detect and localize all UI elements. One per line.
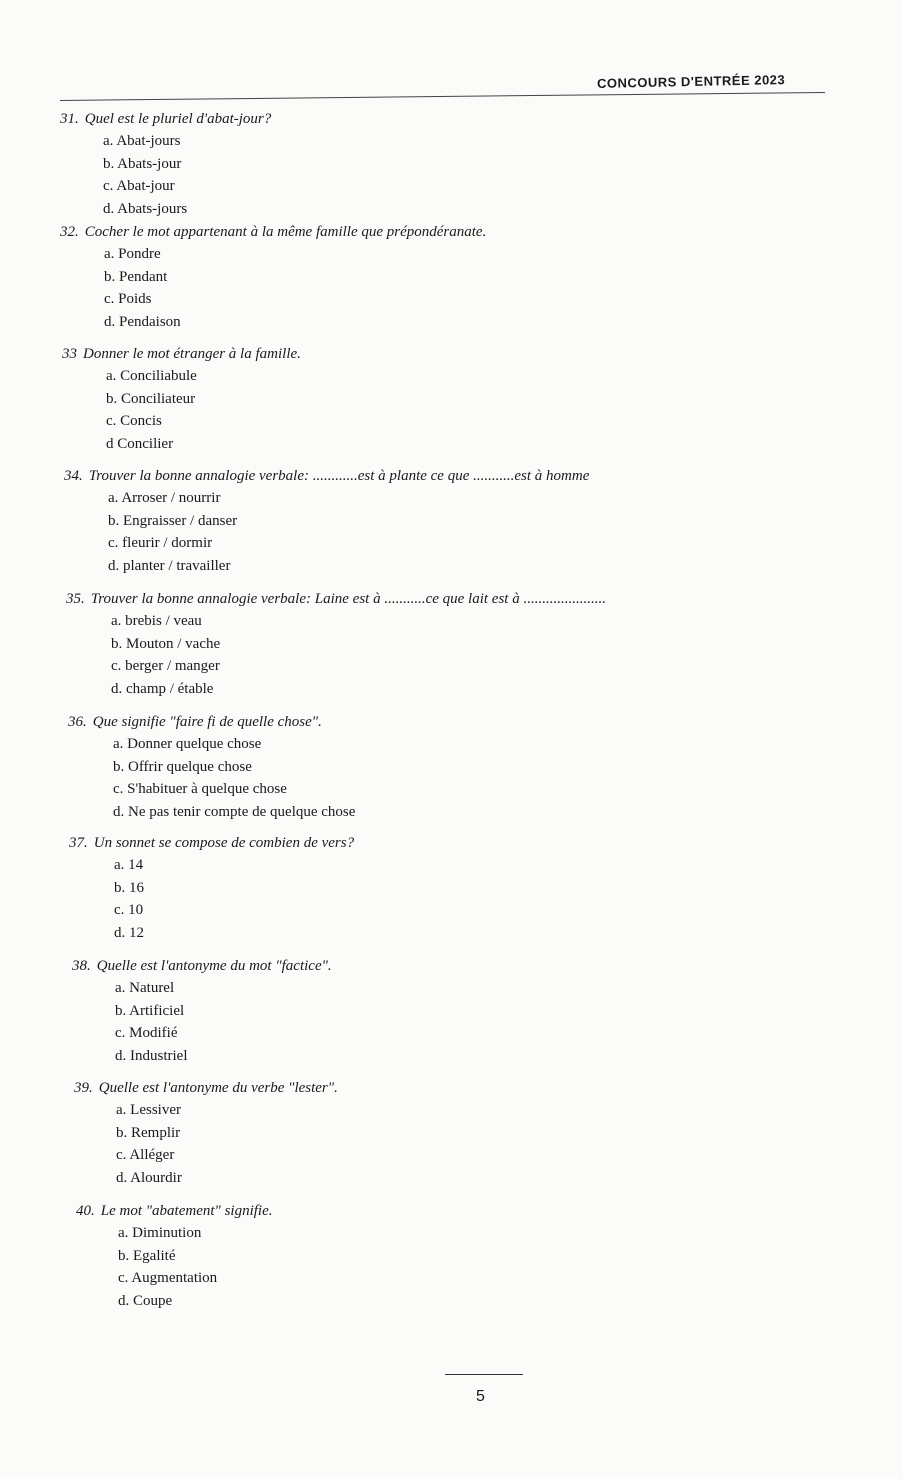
question-text: Trouver la bonne annalogie verbale: ............est à plante ce que ...........est à homme	[88, 468, 590, 484]
option-b: b. Conciliateur	[106, 390, 196, 407]
question-text: Que signifie "faire fi de quelle chose".	[92, 714, 322, 730]
option-a: a. Arroser / nourrir	[108, 490, 221, 506]
option-a: a. Pondre	[104, 246, 161, 262]
question-38	[0, 957, 860, 1067]
option-b: b. Remplir	[116, 1124, 181, 1141]
question-35	[0, 590, 860, 700]
question-32	[0, 223, 860, 333]
question-text: Le mot "abatement" signifie.	[100, 1203, 273, 1219]
question-34	[0, 467, 860, 577]
question-number: 39.	[74, 1080, 93, 1096]
question-number: 31.	[60, 111, 79, 127]
option-b: b. Mouton / vache	[111, 635, 221, 652]
question-number: 37.	[69, 835, 88, 851]
option-a: a. Conciliabule	[106, 368, 197, 384]
question-text: Quelle est l'antonyme du mot "factice".	[96, 958, 332, 974]
question-33	[0, 345, 860, 455]
option-d: d. champ / étable	[111, 680, 214, 697]
option-b: b. Engraisser / danser	[108, 512, 238, 529]
option-c: c. 10	[114, 902, 144, 919]
option-b: b. Abats-jour	[103, 155, 182, 172]
option-a: a. Naturel	[115, 980, 175, 996]
question-number: 38.	[72, 958, 91, 974]
question-number: 36.	[68, 714, 87, 730]
header-rule	[60, 92, 825, 101]
option-d: d. Ne pas tenir compte de quelque chose	[113, 803, 356, 820]
option-c: c. Concis	[106, 413, 162, 430]
question-text: Cocher le mot appartenant à la même famille que prépondéranate.	[84, 224, 487, 240]
option-d: d. 12	[114, 924, 144, 941]
option-a: a. Abat-jours	[103, 133, 181, 149]
option-c: c. Poids	[104, 291, 152, 308]
option-c: c. Modifié	[115, 1025, 178, 1042]
option-c: c. S'habituer à quelque chose	[113, 781, 287, 798]
option-b: b. Egalité	[118, 1247, 176, 1264]
question-number: 40.	[76, 1203, 95, 1219]
option-c: c. berger / manger	[111, 658, 220, 675]
option-d: d. Pendaison	[104, 313, 181, 330]
option-a: a. Lessiver	[116, 1102, 181, 1118]
question-40	[0, 1202, 860, 1312]
option-c: c. Alléger	[116, 1147, 175, 1164]
question-number: 33	[62, 346, 77, 362]
option-a: a. brebis / veau	[111, 613, 202, 629]
question-text: Un sonnet se compose de combien de vers?	[93, 835, 355, 851]
question-number: 32.	[60, 224, 79, 240]
question-36	[0, 713, 860, 823]
option-a: a. Diminution	[118, 1225, 202, 1241]
option-b: b. 16	[114, 879, 144, 896]
option-c: c. fleurir / dormir	[108, 535, 213, 552]
option-c: c. Augmentation	[118, 1270, 218, 1287]
option-d: d Concilier	[106, 435, 174, 452]
option-d: d. Industriel	[115, 1047, 188, 1064]
footer-rule	[445, 1374, 523, 1375]
option-d: d. Abats-jours	[103, 200, 188, 217]
option-b: b. Pendant	[104, 268, 168, 285]
page-number: 5	[476, 1388, 485, 1405]
option-d: d. Alourdir	[116, 1169, 182, 1186]
page-header-title: CONCOURS D'ENTRÉE 2023	[596, 72, 786, 91]
question-number: 35.	[66, 591, 85, 607]
option-d: d. planter / travailler	[108, 557, 231, 574]
question-text: Quel est le pluriel d'abat-jour?	[84, 111, 272, 127]
question-39	[0, 1079, 860, 1189]
option-b: b. Artificiel	[115, 1002, 185, 1019]
option-c: c. Abat-jour	[103, 178, 175, 195]
question-31	[0, 110, 860, 220]
question-text: Donner le mot étranger à la famille.	[83, 346, 301, 362]
option-b: b. Offrir quelque chose	[113, 758, 252, 775]
option-d: d. Coupe	[118, 1292, 173, 1309]
option-a: a. 14	[114, 857, 144, 873]
question-number: 34.	[64, 468, 83, 484]
question-text: Trouver la bonne annalogie verbale: Laine est à ...........ce que lait est à ......................	[90, 591, 606, 607]
question-text: Quelle est l'antonyme du verbe "lester".	[98, 1080, 338, 1096]
question-37	[0, 834, 860, 944]
option-a: a. Donner quelque chose	[113, 736, 262, 752]
